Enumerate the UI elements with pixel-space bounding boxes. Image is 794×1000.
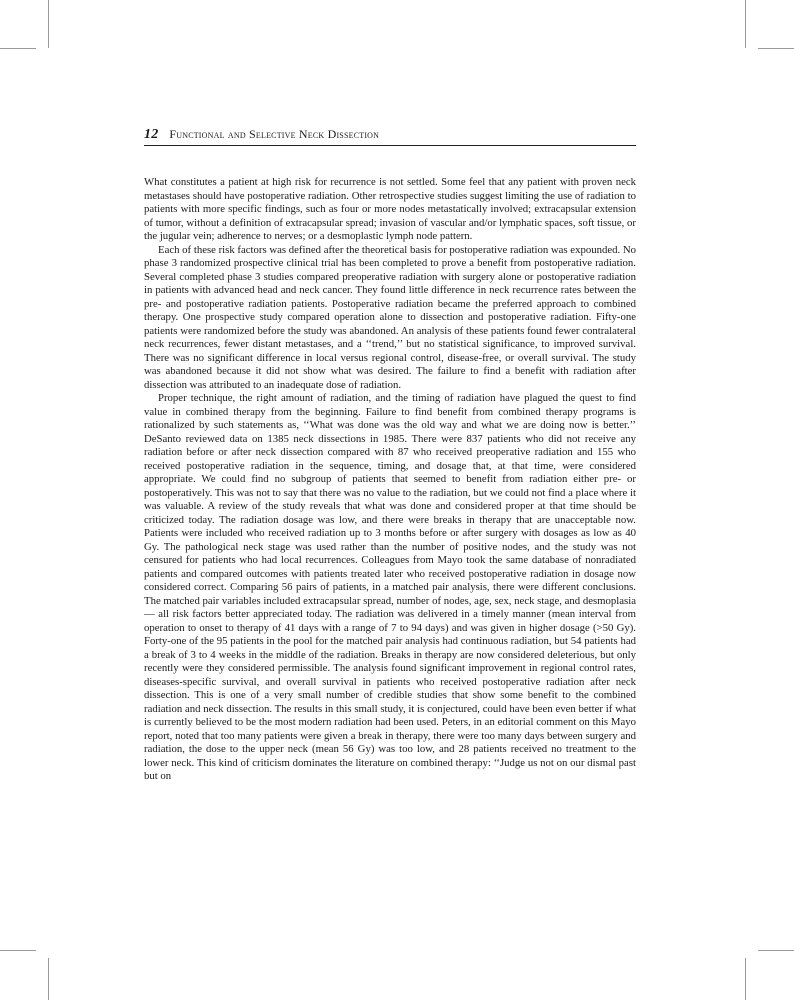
- paragraph-1: What constitutes a patient at high risk for recurrence is not settled. Some feel that any patient with proven neck metastases should have postoperative radiation. Other retrospective studies suggest limiting the use of radiation to patients with more specific findings, such as four or more nodes metastatically involved; extracapsular extension of tumor, without a definition of extracapsular spread; invasion of vascular and/or lymphatic spaces, soft tissue, or the jugular vein; adherence to nerves; or a desmoplastic lymph node pattern.: [144, 176, 636, 242]
- body-text: [144, 176, 636, 784]
- page-number: 12: [144, 127, 159, 142]
- paragraph-3: Proper technique, the right amount of radiation, and the timing of radiation have plagued the quest to find value in combined therapy from the beginning. Failure to find benefit from combined therapy programs is rationalized by such statements as, ‘‘What was done was the old way and what we are doing now is better.’’ DeSanto reviewed data on 1385 neck dissections in 1985. There were 837 patients who did not receive any radiation before or after neck dissection compared with 87 who received preoperative radiation and 155 who received postoperative radiation in the sequence, timing, and dosage that, at that time, were considered appropriate. We could find no subgroup of patients that seemed to benefit from radiation either pre- or postoperatively. This was not to say that there was no value to the radiation, but we could not find a place where it was valuable. A review of the study reveals that what was done and considered proper at that time should be criticized today. The radiation dosage was low, and there were breaks in therapy that are unacceptable now. Patients were included who received radiation up to 3 months before or after surgery with dosages as low as 40 Gy. The pathological neck stage was used rather than the number of positive nodes, and the study was not censured for patients who had local recurrences. Colleagues from Mayo took the same database of nonradiated patients and compared outcomes with patients treated later who received postoperative radiation in dosage now considered correct. Comparing 56 pairs of patients, in a matched pair analysis, there were different conclusions. The matched pair variables included extracapsular spread, number of nodes, age, sex, neck stage, and desmoplasia — all risk factors better appreciated today. The radiation was delivered in a timely manner (mean interval from operation to onset to therapy of 41 days with a range of 7 to 94 days) and was given in higher dosage (>50 Gy). Forty-one of the 95 patients in the pool for the matched pair analysis had continuous radiation, but 54 patients had a break of 3 to 4 weeks in the middle of the radiation. Breaks in therapy are now considered deleterious, but only recently were they considered permissible. The analysis found significant improvement in regional control rates, diseases-specific survival, and overall survival in patients who received postoperative radiation after neck dissection. This is one of a very small number of credible studies that show some benefit to the combined radiation and neck dissection. The results in this small study, it is conjectured, could have been even better if what is currently believed to be the most modern radiation had been used. Peters, in an editorial comment on this Mayo report, noted that too many patients were given a break in therapy, there were too many days between surgery and radiation, the dose to the upper neck (mean 56 Gy) was too low, and 28 patients received no treatment to the lower neck. This kind of criticism dominates the literature on combined therapy: ‘‘Judge us not on our dismal past but on: [144, 392, 636, 782]
- header-rule: [144, 145, 636, 146]
- crop-mark-top-right: [745, 0, 746, 48]
- running-head-title: Functional and Selective Neck Dissection: [169, 127, 380, 141]
- running-head: [144, 127, 636, 143]
- crop-mark-top-left-horizontal: [0, 48, 36, 49]
- crop-mark-bottom-left-horizontal: [0, 950, 36, 951]
- crop-mark-top-right-horizontal: [758, 48, 794, 49]
- crop-mark-bottom-left: [48, 958, 49, 1000]
- paragraph-2: Each of these risk factors was defined after the theoretical basis for postoperative radiation was expounded. No phase 3 randomized prospective clinical trial has been completed to prove a benefit from postoperative radiation. Several completed phase 3 studies compared preoperative radiation with surgery alone or postoperative radiation in patients with advanced head and neck cancer. They found little difference in neck recurrence rates between the pre- and postoperative radiation patients. Postoperative radiation became the preferred approach to combined therapy. One prospective study compared operation alone to dissection and postoperative radiation. Fifty-one patients were randomized before the study was abandoned. An analysis of these patients found fewer contralateral neck recurrences, fewer distant metastases, and a ‘‘trend,’’ but no statistical significance, to improved survival. There was no significant difference in local versus regional control, disease-free, or overall survival. The study was abandoned because it did not show what was desired. The failure to find a benefit with radiation after dissection was attributed to an inadequate dose of radiation.: [144, 243, 636, 391]
- crop-mark-top-left: [48, 0, 49, 48]
- crop-mark-bottom-right: [745, 958, 746, 1000]
- crop-mark-bottom-right-horizontal: [758, 950, 794, 951]
